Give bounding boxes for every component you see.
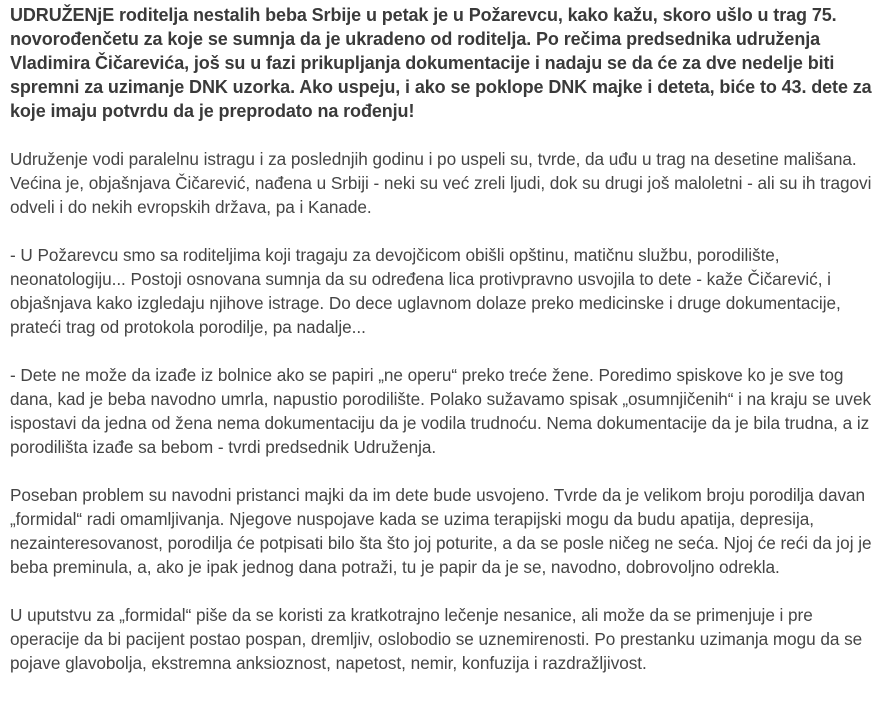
article-paragraph: Udruženje vodi paralelnu istragu i za poslednjih godinu i po uspeli su, tvrde, da uđu u trag na desetine mališana. Većina je, objašnjava Čičarević, nađena u Srbiji - neki su već zreli ljudi, dok su drugi još maloletni - ali su ih tragovi odveli i do nekih evropskih država, pa i Kanade. [10,149,872,217]
article-paragraph: Poseban problem su navodni pristanci majki da im dete bude usvojeno. Tvrde da je velikom broju porodilja davan „formidal“ radi omamljivanja. Njegove nuspojave kada se uzima terapijski mogu da budu apatija, depresija, nezainteresovanost, porodilja će potpisati bilo šta što joj poturite, a da se posle ničeg ne seća. Njoj će reći da joj je beba preminula, a, ako je ipak jednog dana potraži, tu je papir da je se, navodno, dobrovoljno odrekla. [10,485,872,577]
article-paragraph: - U Požarevcu smo sa roditeljima koji tragaju za devojčicom obišli opštinu, matičnu službu, porodilište, neonatologiju... Postoji osnovana sumnja da su određena lica protivpravno usvojila to dete - kaže Čičarević, i objašnjava kako izgledaju njihove istrage. Do dece uglavnom dolaze preko medicinske i druge dokumentacije, prateći trag od protokola porodilje, pa nadalje... [10,245,841,337]
article-lead: UDRUŽENjE roditelja nestalih beba Srbije u petak je u Požarevcu, kako kažu, skoro ušlo u trag 75. novorođenčetu za koje se sumnja da je ukradeno od roditelja. Po rečima predsednika udruženja Vladimira Čičarevića, još su u fazi prikupljanja dokumentacije i nadaju se da će za dve nedelje biti spremni za uzimanje DNK uzorka. Ako uspeju, i ako se poklope DNK majke i deteta, biće to 43. dete za koje imaju potvrdu da je preprodato na rođenju! [10,5,872,121]
article-body [10,0,886,675]
article-paragraph: - Dete ne može da izađe iz bolnice ako se papiri „ne operu“ preko treće žene. Poredimo spiskove ko je sve tog dana, kad je beba navodno umrla, napustio porodilište. Polako sužavamo spisak „osumnjičenih“ i na kraju se uvek ispostavi da jedna od žena nema dokumentaciju da je vodila trudnoću. Nema dokumentacije da je bila trudna, a iz porodilišta izađe sa bebom - tvrdi predsednik Udruženja. [10,365,872,457]
article-paragraph: U uputstvu za „formidal“ piše da se koristi za kratkotrajno lečenje nesanice, ali može da se primenjuje i pre operacije da bi pacijent postao pospan, dremljiv, oslobodio se uznemirenosti. Po prestanku uzimanja mogu da se pojave glavobolja, ekstremna anksioznost, napetost, nemir, konfuzija i razdražljivost. [10,605,863,673]
